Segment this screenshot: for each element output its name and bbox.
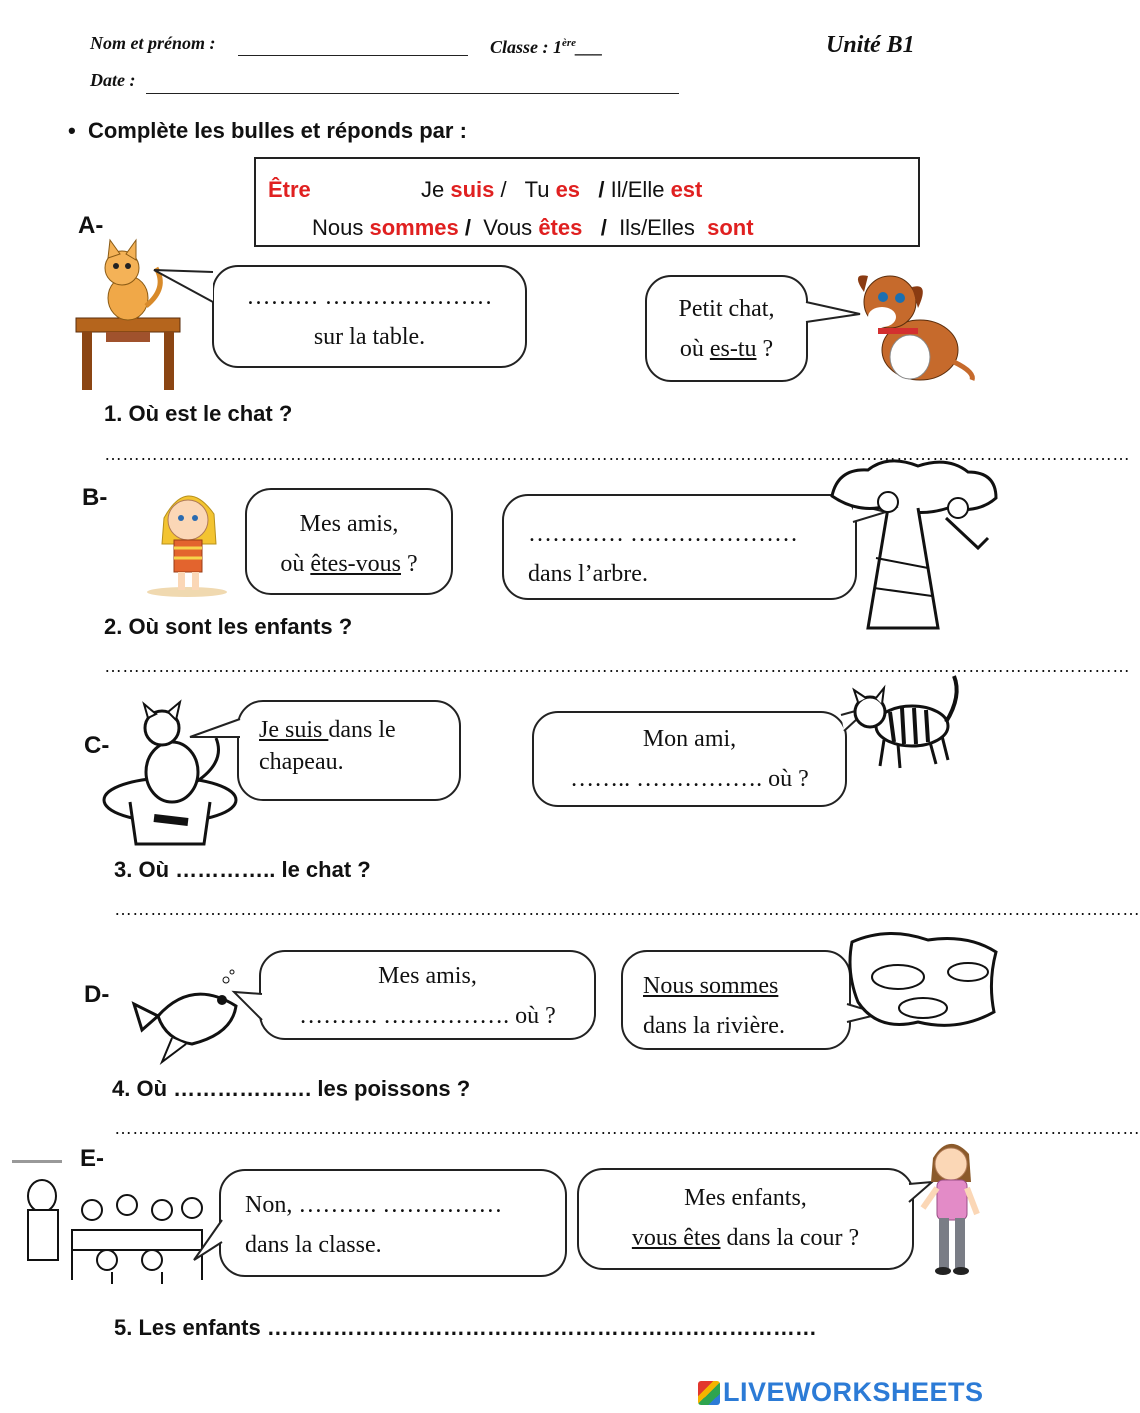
bubble-b-blank[interactable]: ………… ………………… bbox=[528, 521, 798, 547]
answer-line-1[interactable]: ……………………………………………………………………………………………………………………………………………………… bbox=[104, 444, 1130, 464]
conjugation-box bbox=[254, 157, 920, 247]
bubble-e-answer[interactable] bbox=[219, 1169, 567, 1277]
bubble-d-answer[interactable] bbox=[259, 950, 596, 1040]
fish-illustration bbox=[132, 974, 244, 1066]
bubble-c-blank[interactable]: …….. ……………. où ? bbox=[570, 766, 809, 792]
section-b-label: B- bbox=[82, 484, 108, 511]
question-4: 4. Où ………………. les poissons ? bbox=[112, 1076, 471, 1101]
bubble-b-girl-line1: Mes amis, bbox=[299, 511, 399, 537]
bubble-c-tail bbox=[188, 715, 242, 745]
girl-illustration bbox=[142, 484, 242, 596]
bubble-a-dog bbox=[645, 275, 808, 382]
fish-group-illustration bbox=[848, 932, 998, 1042]
bubble-d-fish-line2: dans la rivière. bbox=[643, 1013, 785, 1039]
bubble-a-answer[interactable] bbox=[212, 265, 527, 368]
bubble-d-blank[interactable]: ………. ……………. où ? bbox=[299, 1003, 556, 1029]
section-e-label: E- bbox=[80, 1145, 104, 1172]
answer-line-2[interactable]: ……………………………………………………………………………………………………………………………………………………… bbox=[104, 656, 1130, 676]
bubble-c-answer[interactable] bbox=[532, 711, 847, 807]
bubble-a-text: sur la table. bbox=[313, 324, 426, 350]
bubble-a-dog-line2: où es-tu ? bbox=[679, 336, 774, 362]
answer-line-3[interactable]: ……………………………………………………………………………………………………………………………………………………… bbox=[114, 899, 1140, 919]
unit-label: Unité B1 bbox=[826, 32, 915, 58]
bubble-b-girl-line2: où êtes-vous ? bbox=[280, 551, 418, 577]
section-a-label: A- bbox=[78, 212, 104, 239]
question-5: 5. Les enfants ………………………………………………………………… bbox=[114, 1315, 817, 1340]
bubble-e-text: dans la classe. bbox=[245, 1232, 382, 1258]
name-blank[interactable] bbox=[238, 55, 468, 56]
bubble-a-dog-line1: Petit chat, bbox=[678, 296, 775, 322]
bubble-e-teacher-line2: vous êtes dans la cour ? bbox=[631, 1225, 860, 1251]
date-label: Date : bbox=[90, 70, 136, 90]
tree-children-illustration bbox=[828, 458, 1000, 633]
bubble-d-answer-line1: Mes amis, bbox=[378, 963, 477, 989]
bubble-d-tail bbox=[232, 990, 264, 1030]
question-2: 2. Où sont les enfants ? bbox=[104, 614, 353, 639]
bubble-e-blank[interactable]: Non, ………. …………… bbox=[245, 1192, 503, 1218]
conj-row-1: Je suis / Tu es / Il/Elle est bbox=[421, 177, 703, 202]
section-d-label: D- bbox=[84, 981, 110, 1008]
date-blank[interactable] bbox=[146, 93, 679, 94]
striped-cat-illustration bbox=[850, 666, 968, 772]
section-c-label: C- bbox=[84, 732, 110, 759]
bubble-e-teacher bbox=[577, 1168, 914, 1270]
bubble-c-answer-line1: Mon ami, bbox=[642, 726, 737, 752]
bubble-c-cat bbox=[237, 700, 461, 801]
bubble-c-cat-line1: Je suis dans le bbox=[259, 717, 396, 743]
dog-illustration bbox=[850, 262, 980, 387]
question-1: 1. Où est le chat ? bbox=[104, 401, 293, 426]
question-3: 3. Où ………….. le chat ? bbox=[114, 857, 371, 882]
bubble-c-cat-line2: chapeau. bbox=[259, 749, 344, 775]
bubble-b-text: dans l’arbre. bbox=[528, 561, 648, 587]
name-label: Nom et prénom : bbox=[90, 33, 216, 53]
verb-etre: Être bbox=[268, 177, 311, 202]
bubble-d-fish-line1: Nous sommes bbox=[643, 973, 779, 999]
bubble-e-teacher-line1: Mes enfants, bbox=[684, 1185, 807, 1211]
bubble-b-answer[interactable] bbox=[502, 494, 857, 600]
conj-row-2: Nous sommes / Vous êtes / Ils/Elles sont bbox=[312, 215, 754, 240]
logo-icon bbox=[698, 1381, 720, 1405]
teacher-illustration bbox=[915, 1138, 985, 1278]
liveworksheets-brand: LIVEWORKSHEETS bbox=[723, 1377, 984, 1407]
liveworksheets-logo[interactable] bbox=[698, 1377, 984, 1408]
bubble-b-girl bbox=[245, 488, 453, 595]
bubble-d-fish bbox=[621, 950, 851, 1050]
answer-line-4[interactable]: ……………………………………………………………………………………………………………………………………………………… bbox=[114, 1118, 1140, 1138]
bubble-e-tail bbox=[192, 1212, 224, 1262]
class-label: Classe : 1ère___ bbox=[490, 37, 604, 57]
bubble-a-blank[interactable]: ……… ………………… bbox=[246, 284, 493, 310]
bubble-a-tail bbox=[150, 262, 220, 322]
classroom-illustration bbox=[12, 1160, 217, 1285]
instruction: • Complète les bulles et réponds par : bbox=[68, 118, 467, 143]
